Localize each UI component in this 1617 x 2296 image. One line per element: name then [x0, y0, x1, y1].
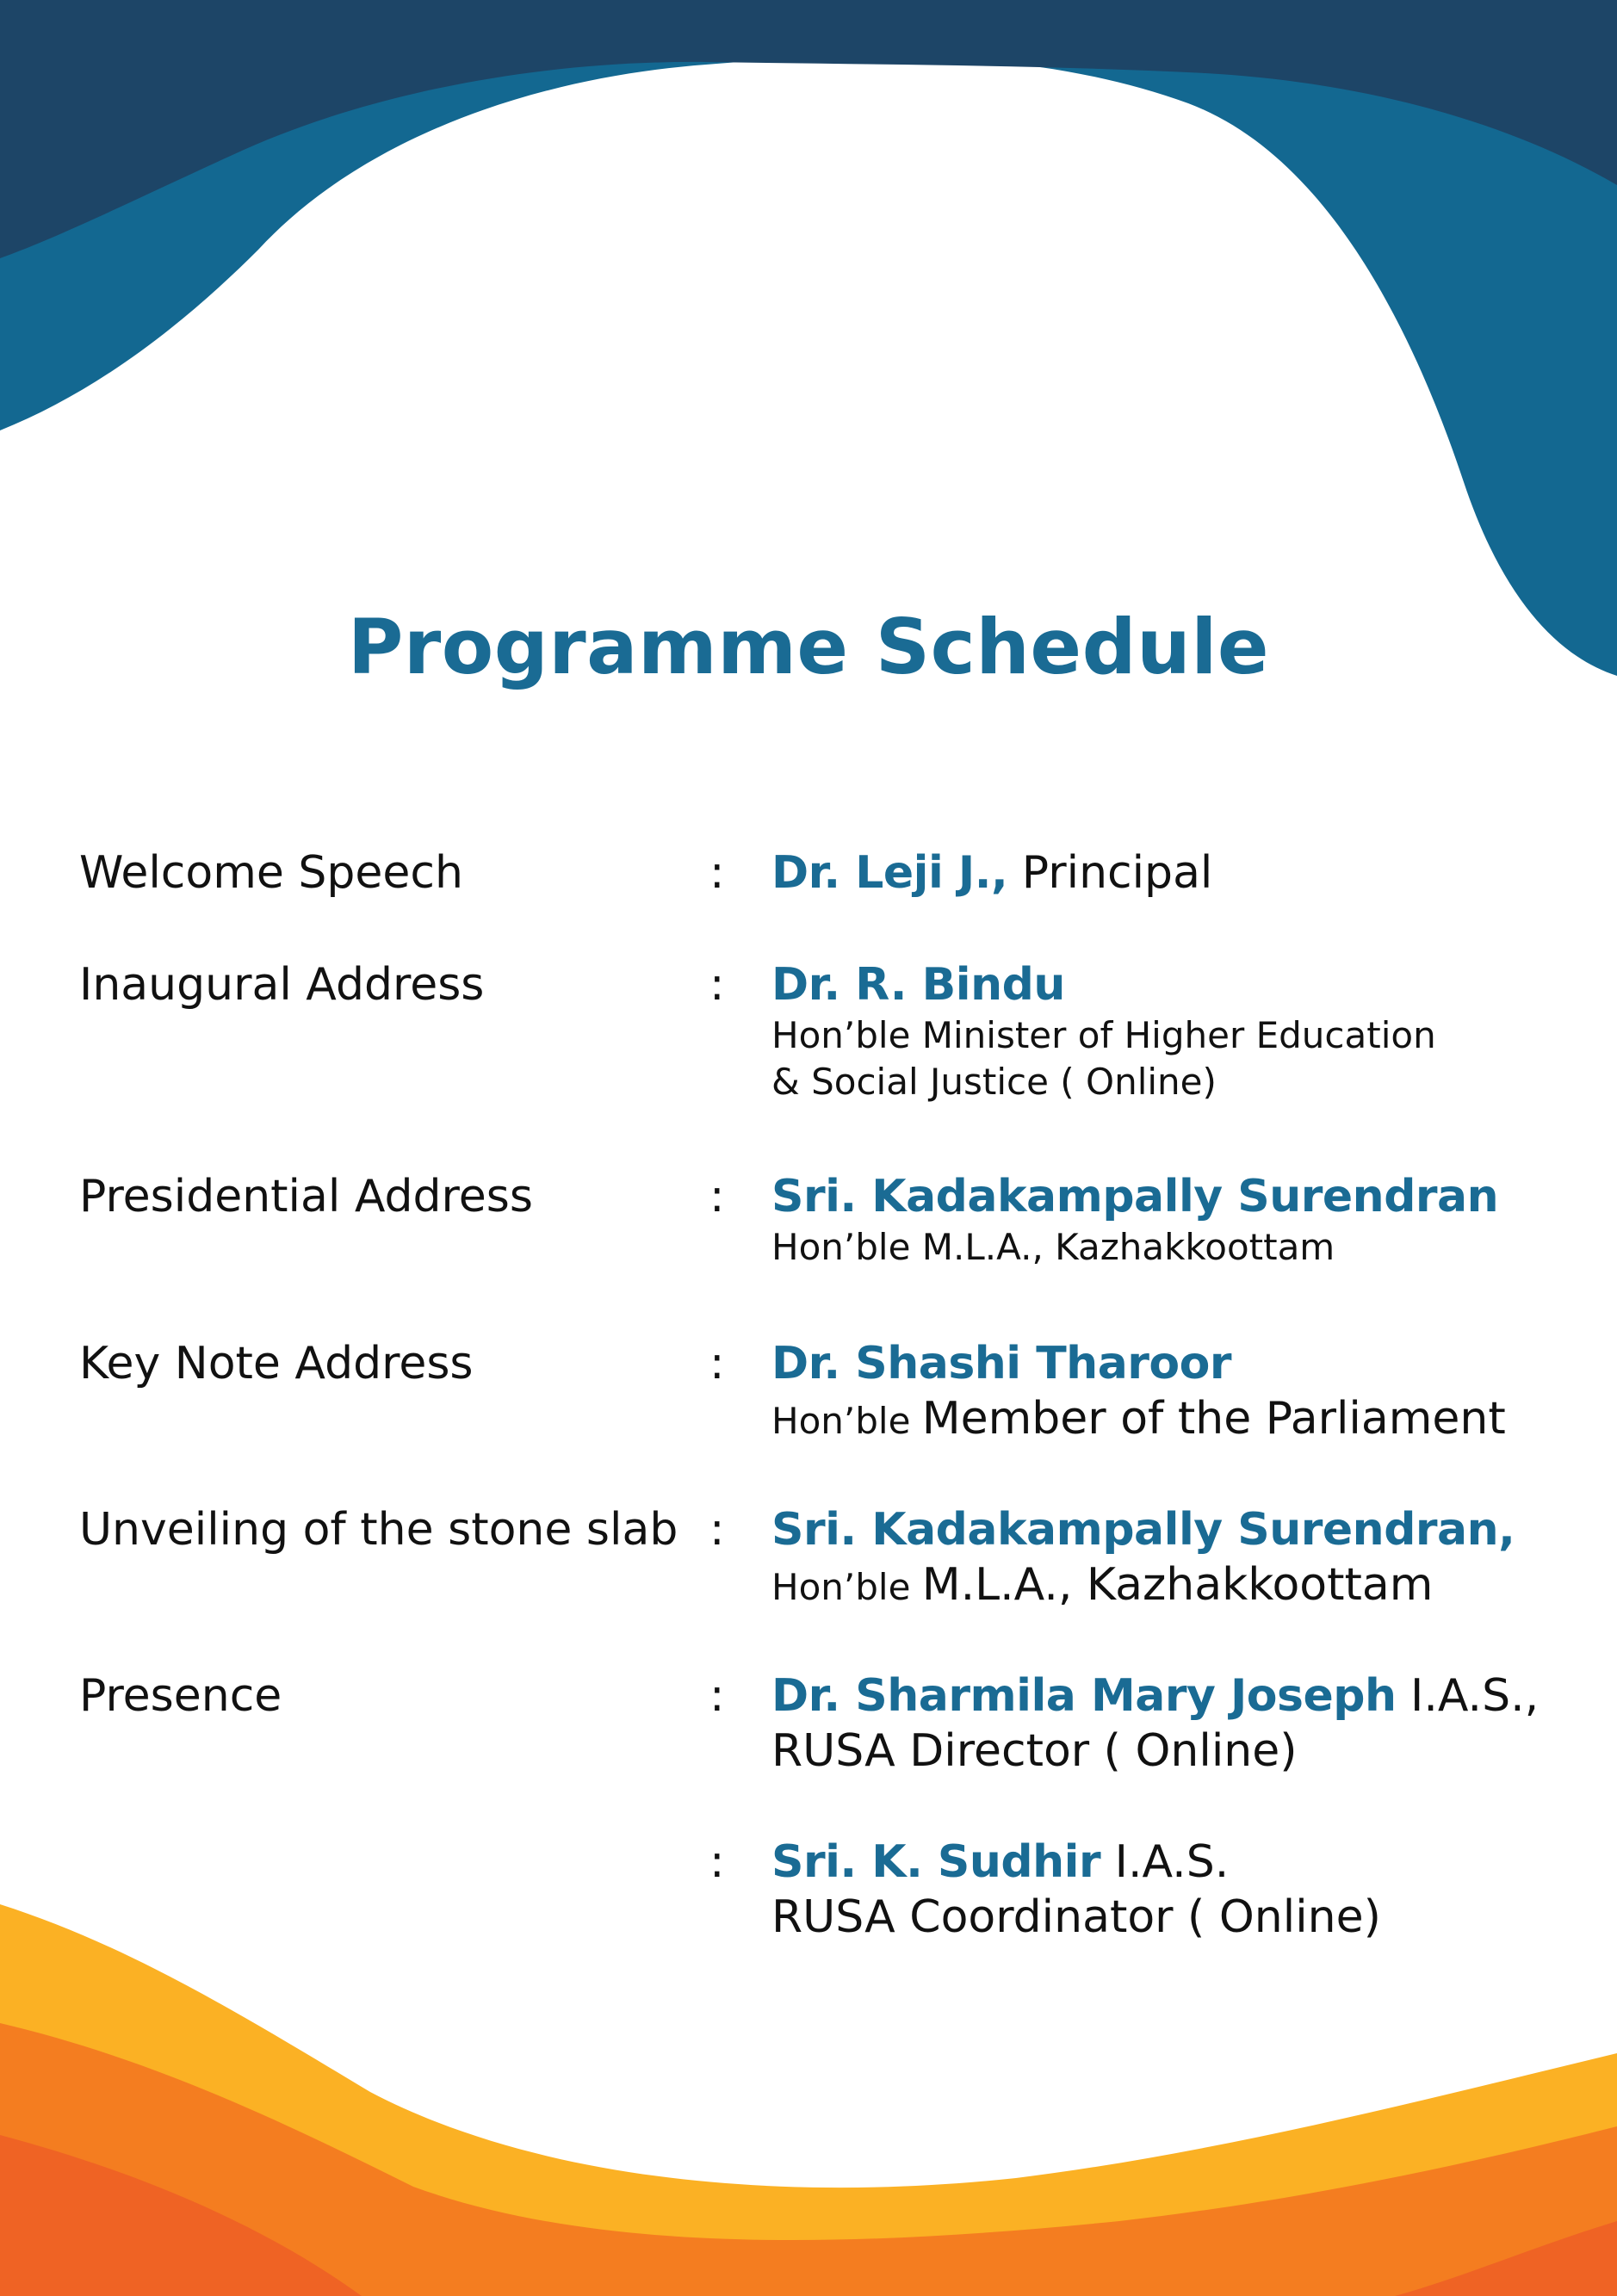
schedule-value [771, 1668, 1539, 1779]
speaker-title: I.A.S., [1396, 1670, 1540, 1722]
speaker-name: Sri. Kadakampally Surendran [771, 1171, 1499, 1222]
schedule-label: Presence [79, 1670, 282, 1722]
page-title: Programme Schedule [347, 603, 1270, 691]
schedule-label: Key Note Address [79, 1338, 474, 1389]
colon-separator: : [709, 1504, 725, 1556]
speaker-name: Dr. Leji J., [771, 847, 1008, 899]
speaker-office: Member of the Parliament [921, 1393, 1506, 1445]
colon-separator: : [709, 1670, 725, 1722]
speaker-honorific: Hon’ble [771, 1400, 922, 1442]
colon-separator: : [709, 1338, 725, 1389]
speaker-name: Dr. Shashi Tharoor [771, 1338, 1232, 1389]
speaker-detail: Hon’ble Minister of Higher Education [771, 1014, 1436, 1056]
speaker-detail: Hon’ble M.L.A., Kazhakkoottam [771, 1226, 1335, 1268]
speaker-detail: RUSA Director ( Online) [771, 1725, 1298, 1777]
schedule-label: Unveiling of the stone slab [79, 1504, 678, 1556]
colon-separator: : [709, 1836, 725, 1888]
speaker-name: Dr. R. Bindu [771, 959, 1065, 1011]
speaker-honorific: Hon’ble [771, 1566, 922, 1608]
top-wave-decoration [0, 0, 1617, 689]
speaker-detail [771, 1391, 1506, 1449]
schedule-value [771, 1169, 1498, 1271]
speaker-detail [771, 1557, 1515, 1615]
speaker-name: Dr. Sharmila Mary Joseph [771, 1670, 1397, 1722]
colon-separator: : [709, 959, 725, 1011]
schedule-label: Inaugural Address [79, 959, 485, 1011]
schedule-label: Presidential Address [79, 1171, 533, 1222]
speaker-title: I.A.S. [1100, 1836, 1230, 1888]
schedule-value [771, 1336, 1506, 1449]
speaker-name: Sri. K. Sudhir [771, 1836, 1101, 1888]
speaker-detail: & Social Justice ( Online) [771, 1061, 1217, 1103]
colon-separator: : [709, 847, 725, 899]
speaker-detail: RUSA Coordinator ( Online) [771, 1891, 1381, 1943]
schedule-label: Welcome Speech [79, 847, 463, 899]
speaker-role: Principal [1007, 847, 1213, 899]
speaker-name: Sri. Kadakampally Surendran, [771, 1504, 1515, 1556]
colon-separator: : [709, 1171, 725, 1222]
speaker-office: M.L.A., Kazhakkoottam [921, 1559, 1434, 1611]
schedule-value [771, 957, 1436, 1105]
schedule-value [771, 845, 1212, 900]
schedule-value [771, 1502, 1515, 1615]
bottom-wave-decoration [0, 1877, 1617, 2296]
